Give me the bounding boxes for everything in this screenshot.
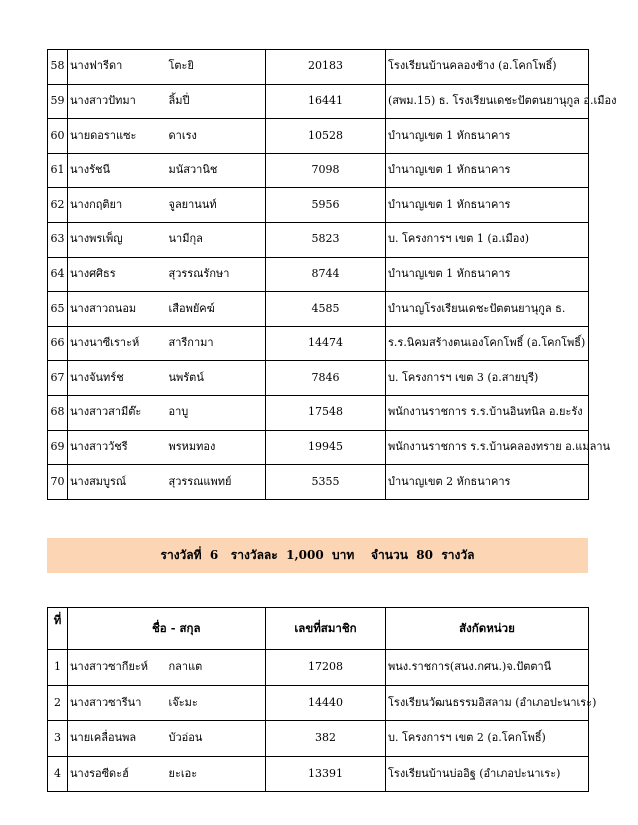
last-name: โตะยิ (165, 50, 266, 85)
first-name: นายดอราแซะ (68, 119, 165, 154)
affiliation: บำนาญเขต 1 หักธนาคาร (386, 188, 589, 223)
last-name: อาบู (165, 395, 266, 430)
header-name: ชื่อ - สกุล (68, 608, 266, 650)
last-name: กลาแต (165, 650, 266, 686)
row-number: 60 (48, 119, 68, 154)
member-number: 20183 (266, 50, 386, 85)
affiliation: พนง.ราชการ(สนง.กศน.)จ.ปัตตานี (386, 650, 589, 686)
member-number: 19945 (266, 430, 386, 465)
last-name: พรหมทอง (165, 430, 266, 465)
first-name: นางศศิธร (68, 257, 165, 292)
member-number: 7098 (266, 153, 386, 188)
row-number: 69 (48, 430, 68, 465)
row-number: 61 (48, 153, 68, 188)
first-name: นายเคลื่อนพล (68, 721, 165, 757)
affiliation: โรงเรียนวัฒนธรรมอิสลาม (อำเภอปะนาเระ) (386, 685, 589, 721)
affiliation: บ. โครงการฯ เขต 1 (อ.เมือง) (386, 222, 589, 257)
first-name: นางรัชนี (68, 153, 165, 188)
last-name: มนัสวานิช (165, 153, 266, 188)
first-name: นางสมบูรณ์ (68, 465, 165, 500)
table-row (48, 188, 589, 223)
member-number: 14474 (266, 326, 386, 361)
table-row (48, 430, 589, 465)
member-number: 16441 (266, 84, 386, 119)
row-number: 3 (48, 721, 68, 757)
member-number: 5956 (266, 188, 386, 223)
last-name: จูลยานนท์ (165, 188, 266, 223)
row-number: 63 (48, 222, 68, 257)
table-row (48, 465, 589, 500)
affiliation: ร.ร.นิคมสร้างตนเองโคกโพธิ์ (อ.โคกโพธิ์) (386, 326, 589, 361)
winners-table-continued (47, 49, 617, 500)
row-number: 62 (48, 188, 68, 223)
table-row (48, 84, 589, 119)
header-affiliation: สังกัดหน่วย (386, 608, 589, 650)
table-row (48, 721, 589, 757)
last-name: ยะเอะ (165, 756, 266, 792)
first-name: นางรอซีดะฮ์ (68, 756, 165, 792)
last-name: นามีกุล (165, 222, 266, 257)
first-name: นางกฤติยา (68, 188, 165, 223)
affiliation: (สพม.15) ธ. โรงเรียนเดชะปัตตนยานุกูล อ.เมือง (386, 84, 589, 119)
affiliation: บำนาญเขต 2 หักธนาคาร (386, 465, 589, 500)
first-name: นางนาซีเราะห์ (68, 326, 165, 361)
row-number: 59 (48, 84, 68, 119)
last-name: เจ๊ะมะ (165, 685, 266, 721)
member-number: 17208 (266, 650, 386, 686)
row-number: 2 (48, 685, 68, 721)
member-number: 14440 (266, 685, 386, 721)
table-row (48, 257, 589, 292)
member-number: 17548 (266, 395, 386, 430)
affiliation: บำนาญเขต 1 หักธนาคาร (386, 153, 589, 188)
last-name: ดาเรง (165, 119, 266, 154)
table-row (48, 756, 589, 792)
row-number: 64 (48, 257, 68, 292)
first-name: นางสาวสามีต๊ะ (68, 395, 165, 430)
table-row (48, 119, 589, 154)
row-number: 70 (48, 465, 68, 500)
table-row (48, 685, 589, 721)
last-name: บัวอ่อน (165, 721, 266, 757)
affiliation: บำนาญโรงเรียนเดชะปัตตนยานุกูล ธ. (386, 292, 589, 327)
table-row (48, 326, 589, 361)
row-number: 67 (48, 361, 68, 396)
first-name: นางสาวซารีนา (68, 685, 165, 721)
member-number: 4585 (266, 292, 386, 327)
member-number: 7846 (266, 361, 386, 396)
affiliation: บ. โครงการฯ เขต 3 (อ.สายบุรี) (386, 361, 589, 396)
affiliation: พนักงานราชการ ร.ร.บ้านอินทนิล อ.ยะรัง (386, 395, 589, 430)
first-name: นางสาวปัทมา (68, 84, 165, 119)
header-number: ที่ (48, 608, 68, 650)
member-number: 10528 (266, 119, 386, 154)
first-name: นางสาววัชรี (68, 430, 165, 465)
row-number: 58 (48, 50, 68, 85)
member-number: 5823 (266, 222, 386, 257)
member-number: 382 (266, 721, 386, 757)
table-row (48, 222, 589, 257)
prize-6-winners-table (47, 607, 597, 792)
affiliation: โรงเรียนบ้านคลองช้าง (อ.โคกโพธิ์) (386, 50, 589, 85)
row-number: 4 (48, 756, 68, 792)
last-name: เสือพยัคฆ์ (165, 292, 266, 327)
last-name: สุวรรณแพทย์ (165, 465, 266, 500)
first-name: นางสาวซากียะห์ (68, 650, 165, 686)
first-name: นางจันทร์ช (68, 361, 165, 396)
first-name: นางสาวถนอม (68, 292, 165, 327)
row-number: 65 (48, 292, 68, 327)
affiliation: พนักงานราชการ ร.ร.บ้านคลองทราย อ.แม่ลาน (386, 430, 589, 465)
last-name: สารีกามา (165, 326, 266, 361)
row-number: 66 (48, 326, 68, 361)
member-number: 13391 (266, 756, 386, 792)
affiliation: บำนาญเขต 1 หักธนาคาร (386, 119, 589, 154)
table-header-row (48, 608, 589, 650)
table-row (48, 361, 589, 396)
table-row (48, 650, 589, 686)
last-name: สุวรรณรักษา (165, 257, 266, 292)
affiliation: โรงเรียนบ้านบ่ออิฐ (อำเภอปะนาเระ) (386, 756, 589, 792)
row-number: 1 (48, 650, 68, 686)
table-row (48, 153, 589, 188)
affiliation: บำนาญเขต 1 หักธนาคาร (386, 257, 589, 292)
prize-tier-banner: รางวัลที่ 6 รางวัลละ 1,000 บาท จำนวน 80 รางวัล (47, 538, 588, 573)
affiliation: บ. โครงการฯ เขต 2 (อ.โคกโพธิ์) (386, 721, 589, 757)
table-row (48, 395, 589, 430)
last-name: นพรัตน์ (165, 361, 266, 396)
first-name: นางพรเพ็ญ (68, 222, 165, 257)
member-number: 5355 (266, 465, 386, 500)
table-row (48, 50, 589, 85)
first-name: นางฟารีดา (68, 50, 165, 85)
header-member-number: เลขที่สมาชิก (266, 608, 386, 650)
table-row (48, 292, 589, 327)
last-name: ลิ้มปี่ (165, 84, 266, 119)
row-number: 68 (48, 395, 68, 430)
member-number: 8744 (266, 257, 386, 292)
